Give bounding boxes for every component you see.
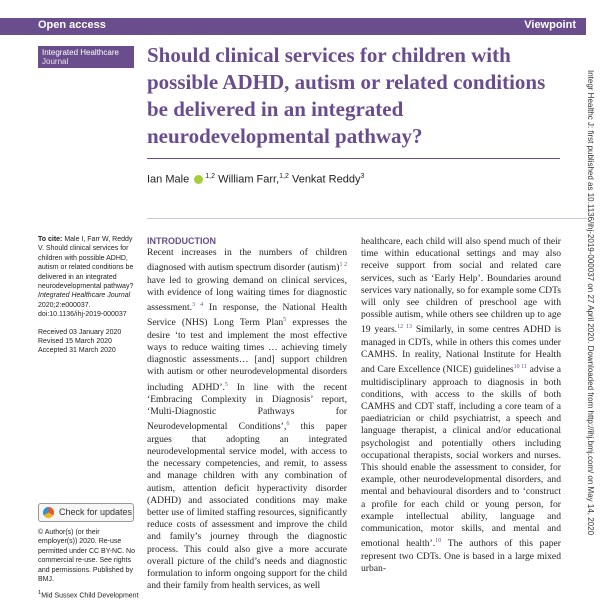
download-stamp: Integr Healthc J: first published as 10.1136/ihj-2019-000037 on 27 April 2020. Downloaded from http://ihj.bmj.com/ on May 14, 2020: [586, 70, 595, 536]
body-text: healthcare, each child will also spend much of their time within educational settings and may also receive support from social and related care services, such as ‘Early Help’. Boundaries around services vary nationally, so for example some CDTs will only see children of preschool age with possible autism, while others see children up to age 19 years.: [361, 236, 561, 336]
reference-link[interactable]: 6: [286, 421, 290, 428]
author-2-affil: 1,2: [279, 173, 289, 180]
body-text: advise a multidisciplinary approach to diagnosis in both conditions, with access to the skills of both CAMHS and CDT staff, including a core team of a paediatrician or child psychiatrist, a speech and language therapist, a clinical and/or educational psychologist and potentially others including occupational therapists, social workers and nurses. This should enable the assessment to consider, for example, other neurodevelopmental disorders, and mental and behavioural disorders and to ‘construct a profile for each child or young person, for example intellectual ability, language and communication, motor skills, and mental and emotional health’.: [361, 364, 561, 550]
citation-sidebar: [38, 235, 138, 356]
cite-journal: Integrated Healthcare Journal: [38, 292, 131, 300]
crossmark-icon: [43, 507, 54, 518]
authors-divider: [147, 218, 587, 219]
journal-logo-line1: Integrated Healthcare: [42, 48, 119, 57]
author-3-affil: 3: [360, 173, 365, 180]
journal-logo-line2: Journal: [42, 57, 69, 66]
check-updates-label: Check for updates: [59, 507, 133, 517]
copyright-notice: © Author(s) (or their employer(s)) 2020. Re-use permitted under CC BY-NC. No commercial re-use. See rights and permissions. Published by BMJ.: [38, 529, 136, 584]
body-text: In line with the recent ‘Embracing Complexity in Diagnosis’ report, ‘Multi-Diagnostic Pathways for Neurodevelopmental Conditions’,: [147, 381, 347, 433]
reference-link[interactable]: 5: [283, 317, 287, 324]
author-1-affil: 1,2: [205, 173, 215, 180]
body-text: The authors of this paper represent two CDTs. One is based in a large mixed urban-: [361, 538, 561, 574]
body-text: this paper argues that adopting an integrated neurodevelopmental service model, with access to the necessary competencies, and remit, to assess and manage children with any combination of autism, attention deficit hyperactivity disorder (ADHD) and associated conditions may make better use of limited staffing resources, significantly reduce costs of assessment and improve the child and family’s journey through the diagnostic process. This could also give a more accurate overall picture of the child’s needs and diagnostic formulation to inform ongoing support for the child and their family from health services, as well: [147, 421, 347, 592]
orcid-icon[interactable]: [194, 175, 203, 184]
reference-link[interactable]: 10: [435, 538, 442, 545]
top-banner: [0, 18, 586, 35]
body-column-1: [147, 236, 347, 592]
intro-paragraph-2: [361, 236, 561, 575]
body-text: have led to growing demand on clinical services, with evidence of long waiting times for diagnostic assessment.: [147, 274, 347, 314]
intro-paragraph-1: [147, 247, 347, 592]
reference-link[interactable]: 5: [224, 381, 228, 388]
body-column-2: [361, 236, 561, 575]
cite-label: To cite:: [38, 236, 63, 243]
received-date: Received 03 January 2020: [38, 328, 122, 336]
author-list: [147, 173, 364, 186]
title-divider: [147, 158, 560, 159]
author-2-name[interactable]: William Farr,: [218, 173, 280, 186]
article-type-label: Viewpoint: [524, 19, 576, 31]
body-text: In response, the National Health Service (NHS) Long Term Plan: [147, 302, 348, 329]
body-text: Recent increases in the numbers of children diagnosed with autism spectrum disorder (autism): [147, 247, 347, 274]
author-3-name[interactable]: Venkat Reddy: [291, 173, 361, 186]
affiliation-note: $^1$Mid Sussex Child Development: [38, 590, 139, 600]
open-access-label: Open access: [38, 19, 106, 31]
revised-date: Revised 15 March 2020: [38, 338, 112, 346]
accepted-date: Accepted 31 March 2020: [38, 347, 116, 355]
article-dates: [38, 328, 138, 356]
reference-link[interactable]: 3 4: [192, 302, 204, 308]
reference-link[interactable]: 1 2: [339, 262, 348, 269]
citation-block: [38, 235, 138, 320]
body-text: Similarly, in some centres ADHD is managed in CDTs, while in others this comes under CAMHS. In reality, National Institute for Health and Care Excellence (NICE) guidelines: [361, 324, 562, 376]
reference-link[interactable]: 10 11: [513, 364, 528, 371]
cite-text: Male I, Farr W, Reddy V. Should clinical services for children with possible ADHD, autism or related conditions be delivered in an integrated neurodevelopmental pathway?: [38, 236, 134, 291]
reference-link[interactable]: 12 13: [397, 324, 413, 331]
cite-ref[interactable]: 2020;2:e000037. doi:10.1136/ihj-2019-000037: [38, 301, 127, 319]
article-title: Should clinical services for children with possible ADHD, autism or related conditions be delivered in an integrated neurodevelopmental pathway?: [147, 43, 546, 148]
journal-logo: [38, 46, 134, 68]
body-text: expresses the desire ‘to test and implement the most effective ways to reduce waiting times … achieving timely diagnostic assessments… [and] support children with autism or other neurodevelopmental disorders including ADHD’.: [147, 317, 347, 393]
section-heading-introduction: INTRODUCTION: [147, 236, 216, 246]
check-for-updates-button[interactable]: [38, 503, 134, 522]
affiliation-text: Mid Sussex Child Development: [41, 592, 139, 600]
author-1-name[interactable]: Ian Male: [147, 173, 190, 186]
